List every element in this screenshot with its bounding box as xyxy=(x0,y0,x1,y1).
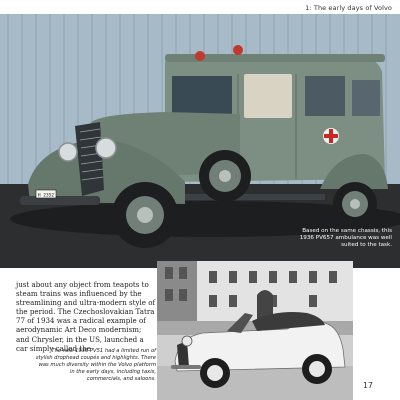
body-paragraph: just about any object from teapots to steam trains was influenced by the streamlining and ultra-modern style of the period. The Czechoslovakian Tatra 77 of 1934 was a radical example of aerodynamic Art Deco modernism; and Chrysler, in the US, launched a car simply called the xyxy=(16,280,156,353)
license-plate: H 2352 xyxy=(37,193,55,199)
running-header: 1: The early days of Volvo xyxy=(305,4,392,12)
page-number: 17 xyxy=(362,381,373,390)
ambulance-caption: Based on the same chassis, this 1936 PV657 ambulance was well suited to the task. xyxy=(299,228,392,249)
coupe-photo xyxy=(157,261,353,400)
coupe-caption: The new 1936 PV51 had a limited run of stylish drophead coupés and highlights. There was much diversity within the Volvo platform in the early days, including taxis, commercials, and saloons. xyxy=(35,348,156,383)
